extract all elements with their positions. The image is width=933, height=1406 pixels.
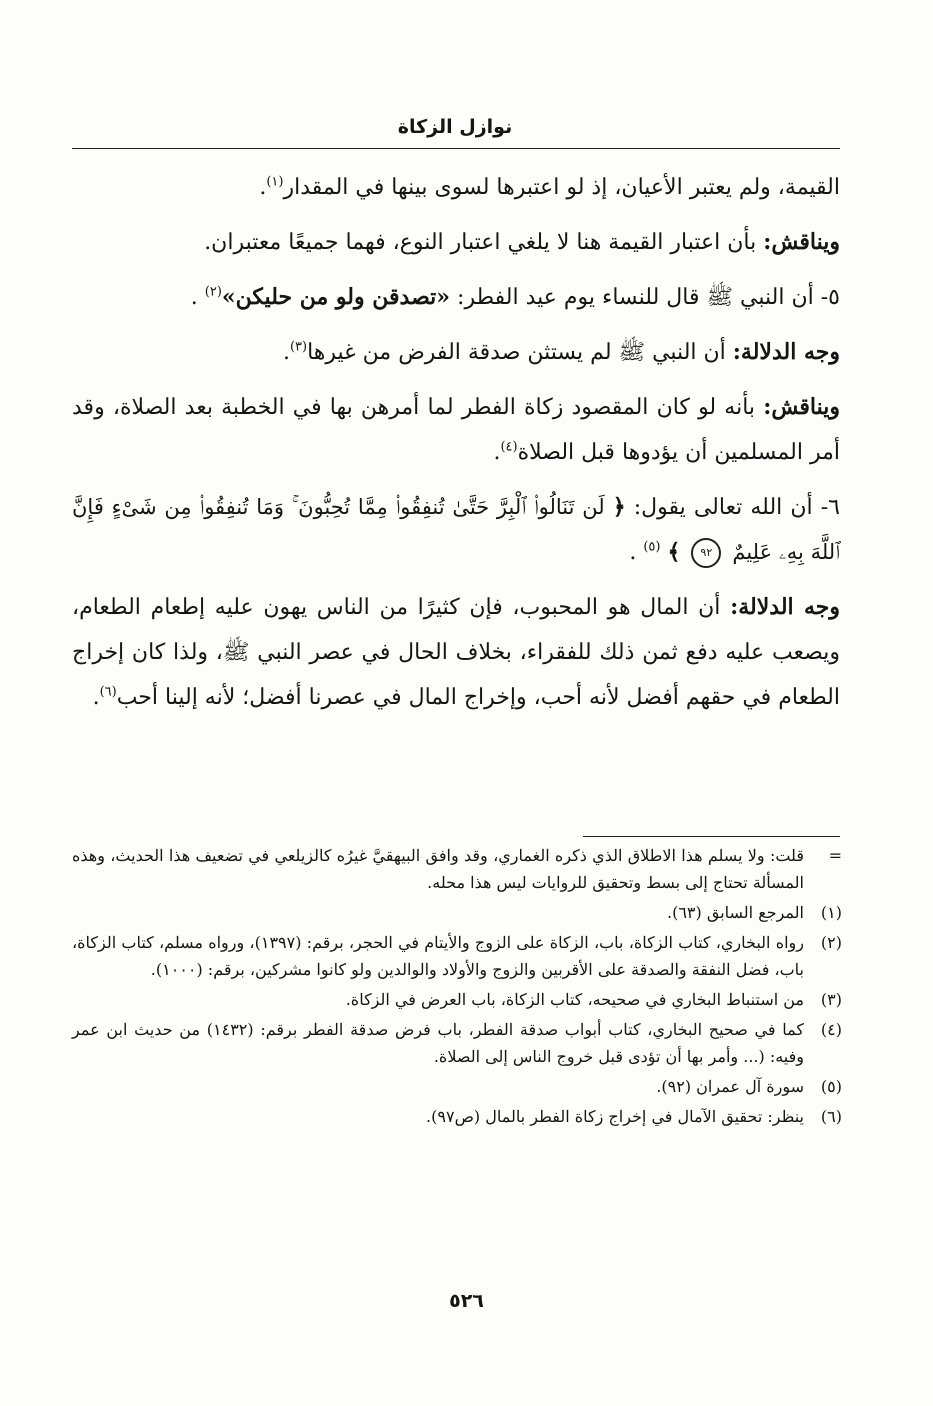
period: .: [190, 285, 198, 310]
ayah-number-marker: ٩٢: [691, 538, 721, 568]
footnote-6: [72, 1103, 842, 1130]
header-rule: [72, 148, 840, 149]
footnote-rule: [583, 836, 840, 837]
footnote-text: من استنباط البخاري في صحيحه، كتاب الزكاة، باب العرض في الزكاة.: [345, 990, 804, 1009]
footnote-ref[interactable]: (٢): [204, 284, 222, 300]
paragraph-text: بأن اعتبار القيمة هنا لا يلغي اعتبار النوع، فهما جميعًا معتبران.: [204, 230, 757, 255]
running-header: نوازل الزكاة: [397, 116, 513, 138]
footnote-text: كما في صحيح البخاري، كتاب أبواب صدقة الفطر، باب فرض صدقة الفطر برقم: (١٤٣٢) من حديث ابن عمر وفيه: (... وأمر بها أن تؤدى قبل خروج الناس إلى الصلاة.: [72, 1020, 804, 1066]
lead-term: وجه الدلالة:: [730, 594, 840, 620]
footnote-number: (١): [820, 903, 842, 922]
footnote-ref[interactable]: (٥): [643, 539, 661, 555]
footnote-number: =: [828, 846, 842, 865]
footnote-text: المرجع السابق (٦٣).: [667, 903, 804, 922]
period: .: [259, 175, 267, 200]
footnote-4: [72, 1016, 842, 1070]
lead-term: ويناقش:: [763, 394, 840, 420]
footnote-number: (٤): [820, 1020, 842, 1039]
quran-open-bracket: ﴿: [612, 494, 626, 520]
footnote-text: رواه البخاري، كتاب الزكاة، باب، الزكاة على الزوج والأيتام في الحجر، برقم: (١٣٩٧)، ورواه مسلم، كتاب الزكاة، باب، فضل النفقة والصدقة على الأقربين والزوج والأولاد والوالدين ولو كانوا مشركين، برقم: (١٠٠٠).: [72, 933, 805, 979]
footnote-1: [72, 899, 842, 926]
period: .: [282, 340, 290, 365]
footnote-3: [72, 986, 842, 1013]
quran-close-bracket: ﴾: [667, 539, 681, 565]
footnote-continuation: [72, 842, 842, 896]
footnote-text: قلت: ولا يسلم هذا الاطلاق الذي ذكره الغماري، وقد وافق البيهقيَّ غيرُه كالزيلعي في تضعيف هذا الحديث، وهذه المسألة تحتاج إلى بسط وتحقيق للروايات ليس هذا محله.: [72, 846, 804, 892]
paragraph-text: القيمة، ولم يعتبر الأعيان، إذ لو اعتبرها لسوى بينها في المقدار: [283, 175, 840, 200]
footnote-ref[interactable]: (٦): [99, 684, 117, 700]
paragraph-6: [72, 485, 840, 575]
footnote-ref[interactable]: (٣): [289, 339, 308, 355]
paragraph-text: ٦- أن الله تعالى يقول:: [633, 495, 840, 520]
paragraph-5: [72, 385, 840, 475]
period: .: [493, 440, 501, 465]
paragraph-text: بأنه لو كان المقصود زكاة الفطر لما أمرهن بها في الخطبة بعد الصلاة، وقد أمر المسلمين أن يؤدوها قبل الصلاة: [72, 395, 840, 465]
paragraph-1: [72, 165, 840, 210]
footnote-number: (٦): [820, 1107, 842, 1126]
paragraph-7: [72, 585, 840, 720]
footnote-2: [72, 929, 842, 983]
main-text: [72, 165, 840, 730]
footnote-number: (٢): [820, 933, 842, 952]
paragraph-text: أن النبي ﷺ لم يستثن صدقة الفرض من غيرها: [307, 340, 726, 365]
footnote-text: سورة آل عمران (٩٢).: [656, 1077, 804, 1096]
footnote-ref[interactable]: (٤): [500, 439, 518, 455]
footnotes: [72, 842, 842, 1133]
paragraph-text: ٥- أن النبي ﷺ قال للنساء يوم عيد الفطر:: [457, 285, 840, 310]
period: .: [629, 540, 637, 565]
footnote-5: [72, 1073, 842, 1100]
quran-verse: لَن تَنَالُوا۟ ٱلْبِرَّ حَتَّىٰ تُنفِقُوا۟ مِمَّا تُحِبُّونَ ۚ وَمَا تُنفِقُوا۟ مِن شَىْءٍ فَإِنَّ ٱللَّهَ بِهِۦ عَلِيمٌ: [72, 495, 840, 564]
footnote-number: (٣): [820, 990, 842, 1009]
paragraph-text: أن المال هو المحبوب، فإن كثيرًا من الناس يهون عليه إطعام الطعام، ويصعب عليه دفع ثمن ذلك للفقراء، بخلاف الحال في عصر النبي ﷺ، ولذا كان إخراج الطعام في حقهم أفضل لأنه أحب، وإخراج المال في عصرنا أفضل؛ لأنه إلينا أحب: [72, 595, 840, 710]
paragraph-2: [72, 220, 840, 265]
footnote-text: ينظر: تحقيق الآمال في إخراج زكاة الفطر بالمال (ص٩٧).: [426, 1107, 804, 1126]
lead-term: ويناقش:: [763, 229, 840, 255]
lead-term: وجه الدلالة:: [732, 339, 840, 365]
footnote-ref[interactable]: (١): [266, 174, 284, 190]
hadith-quote: «تصدقن ولو من حليكن»: [221, 284, 451, 310]
footnote-number: (٥): [820, 1077, 842, 1096]
page-number: ٥٢٦: [449, 1290, 484, 1312]
period: .: [92, 685, 100, 710]
paragraph-4: [72, 330, 840, 375]
paragraph-3: [72, 275, 840, 320]
